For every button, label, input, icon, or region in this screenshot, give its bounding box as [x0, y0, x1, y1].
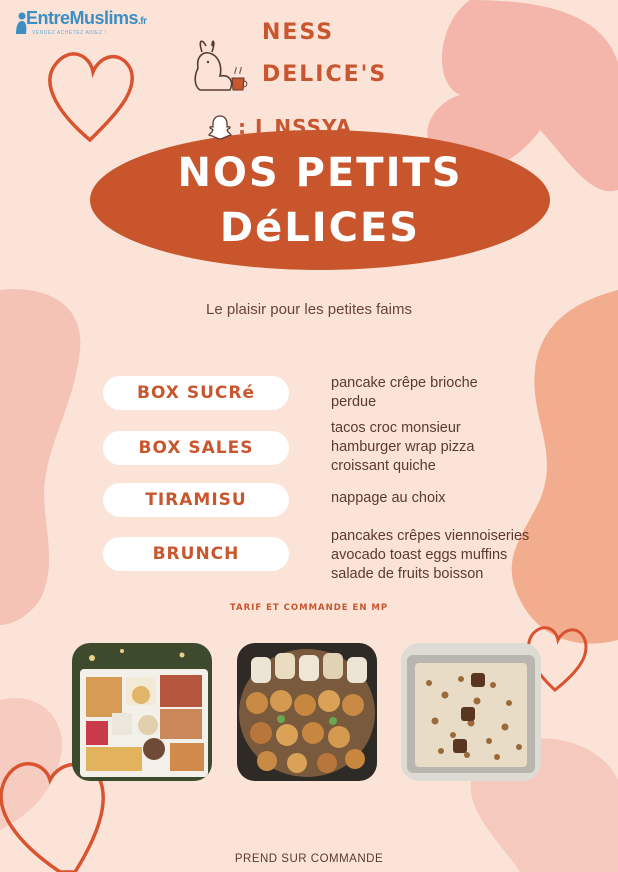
- description-line: hamburger wrap pizza: [331, 439, 475, 455]
- brand-name-line1: NESS: [262, 20, 335, 45]
- title-line2: DéLICES: [219, 205, 421, 251]
- watermark-tagline: VENDEZ ACHETEZ AIDEZ !: [32, 30, 107, 36]
- description-line: perdue: [331, 394, 377, 410]
- menu-description-box-sucre: [331, 374, 611, 412]
- snapchat-icon[interactable]: [207, 114, 233, 140]
- menu-description-brunch: [331, 527, 611, 584]
- menu-item-box-sucre: BOX SUCRé: [103, 376, 289, 410]
- description-line: nappage au choix: [331, 490, 446, 506]
- description-line: avocado toast eggs muffins: [331, 547, 508, 563]
- title-line1: NOS PETITS: [177, 150, 463, 196]
- menu-description-box-sales: [331, 419, 611, 476]
- brand-name-line2: DELICE'S: [262, 62, 388, 87]
- footer-note: PREND SUR COMMANDE: [234, 853, 384, 865]
- tiramisu-tray-photo: [401, 643, 541, 781]
- description-line: pancakes crêpes viennoiseries: [331, 528, 530, 544]
- sweet-box-photo: [72, 643, 212, 781]
- rabbit-coffee-icon: [190, 38, 252, 96]
- menu-description-tiramisu: [331, 489, 611, 508]
- savory-platter-photo: [237, 643, 377, 781]
- tarif-note: TARIF ET COMMANDE EN MP: [229, 603, 389, 613]
- description-line: croissant quiche: [331, 458, 436, 474]
- description-line: pancake crêpe brioche: [331, 375, 478, 391]
- description-line: tacos croc monsieur: [331, 420, 461, 436]
- menu-item-brunch: BRUNCH: [103, 537, 289, 571]
- pink-blob-left: [0, 289, 80, 625]
- heart-outline-top-left: [50, 54, 132, 140]
- snapchat-handle[interactable]: : I_NSSYA: [238, 115, 353, 139]
- subtitle: Le plaisir pour les petites faims: [206, 301, 412, 318]
- menu-item-box-sales: BOX SALES: [103, 431, 289, 465]
- watermark-name: EntreMuslims.fr: [26, 8, 147, 28]
- menu-item-tiramisu: TIRAMISU: [103, 483, 289, 517]
- description-line: salade de fruits boisson: [331, 566, 484, 582]
